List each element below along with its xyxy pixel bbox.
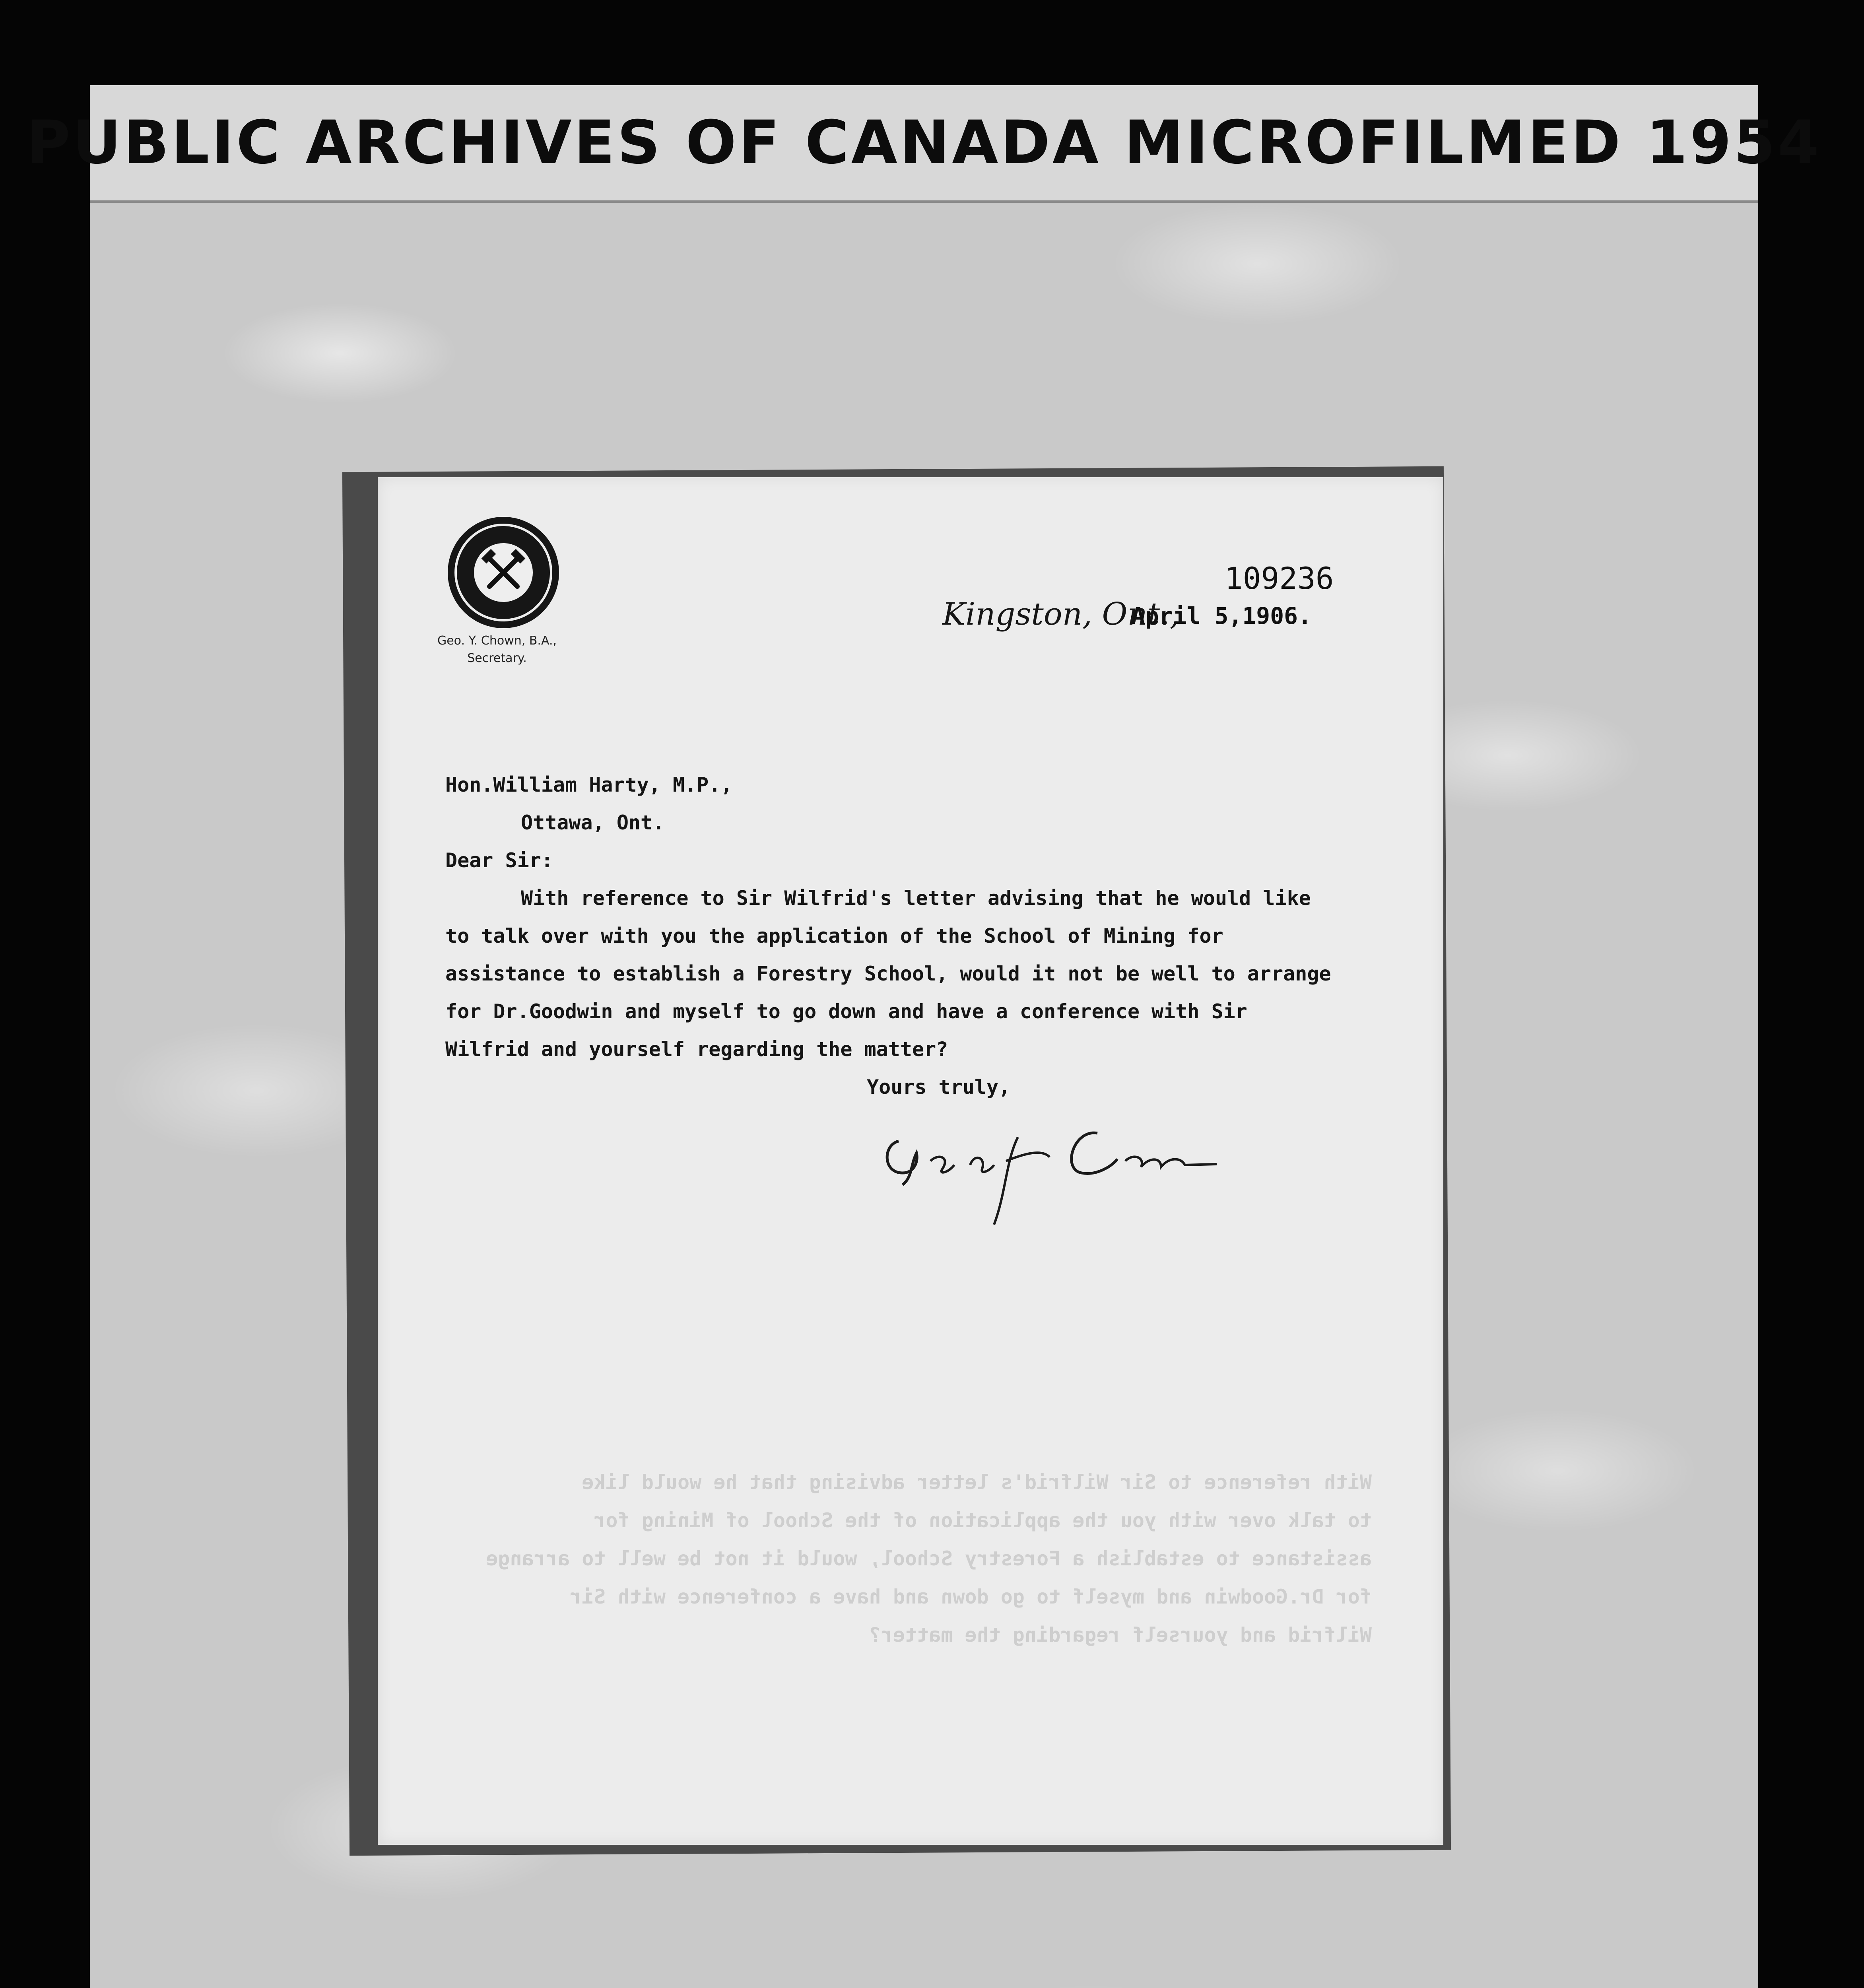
archive-header-strip bbox=[26, 85, 1822, 203]
addressee-name: Hon.William Harty, M.P., bbox=[445, 773, 733, 796]
letter-place: Kingston, Ont., bbox=[942, 596, 1180, 632]
school-of-mining-seal bbox=[448, 517, 559, 628]
body-line: With reference to Sir Wilfrid's letter advising that he would like bbox=[521, 887, 1311, 910]
handwritten-signature bbox=[875, 1105, 1233, 1233]
salutation: Dear Sir: bbox=[445, 849, 553, 872]
addressee-city: Ottawa, Ont. bbox=[521, 811, 665, 834]
body-line: Wilfrid and yourself regarding the matter? bbox=[445, 1038, 948, 1061]
archive-header-text: PUBLIC ARCHIVES OF CANADA MICROFILMED 1954 bbox=[26, 108, 1822, 177]
bleed-through-text: With reference to Sir Wilfrid's letter advising that he would like to talk over with you the application of the School of Mining for assistance to establish a Forestry School, would it not be well to arrange for Dr.Goodwin and myself to go down and have a conference with Sir Wilfrid and yourself regarding the matter? bbox=[486, 1471, 1372, 1646]
letter-date: April 5,1906. bbox=[1131, 602, 1312, 629]
closing: Yours truly, bbox=[867, 1076, 1011, 1099]
letterhead-title: Secretary. bbox=[467, 651, 527, 665]
body-line: for Dr.Goodwin and myself to go down and have a conference with Sir bbox=[445, 1000, 1247, 1023]
letterhead-caption bbox=[410, 632, 584, 667]
letterhead-name: Geo. Y. Chown, B.A., bbox=[437, 634, 557, 648]
document-number: 109236 bbox=[1225, 561, 1334, 596]
body-line: to talk over with you the application of the School of Mining for bbox=[445, 924, 1223, 947]
body-line: assistance to establish a Forestry School, would it not be well to arrange bbox=[445, 962, 1331, 985]
letter-sheet bbox=[378, 477, 1443, 1845]
